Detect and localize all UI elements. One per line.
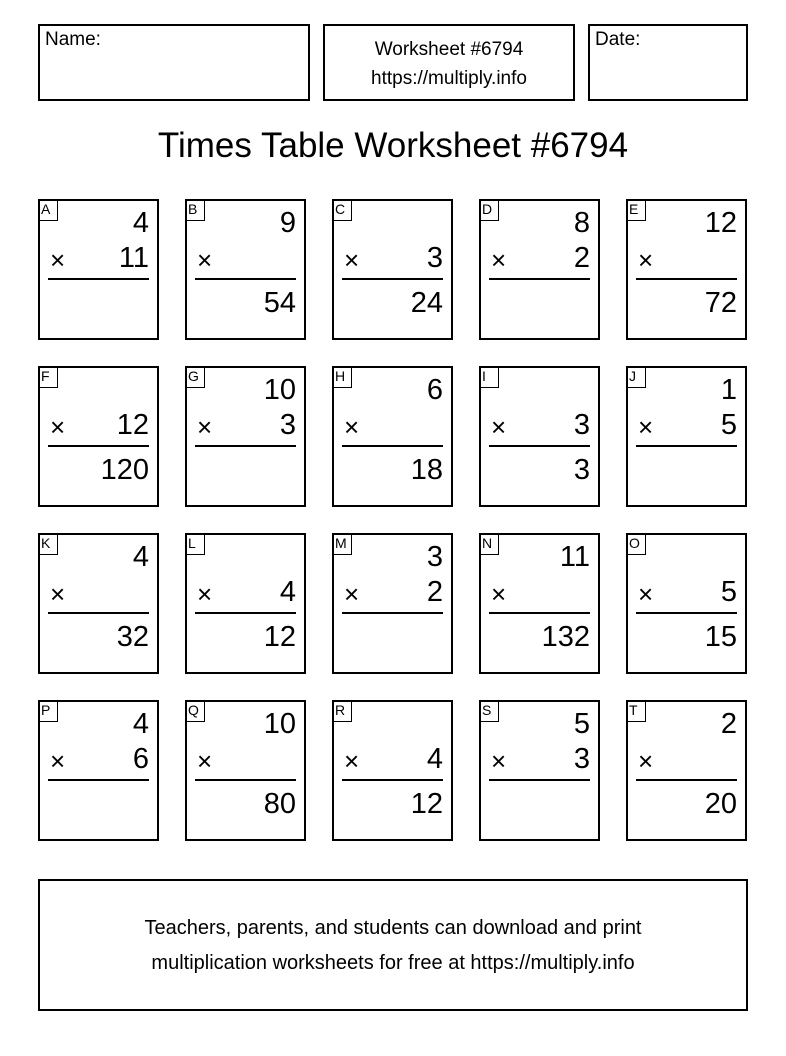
problem-box[interactable]	[38, 533, 159, 674]
problem-answer: 132	[541, 621, 590, 653]
problem-answer-line	[195, 612, 296, 614]
problem-answer-line	[489, 612, 590, 614]
problem-letter: L	[185, 533, 205, 555]
problem-box[interactable]	[479, 700, 600, 841]
problem-bottom-number: 3	[279, 409, 296, 441]
page-title: Times Table Worksheet #6794	[157, 126, 629, 165]
date-label: Date:	[595, 29, 641, 50]
problem-letter: K	[38, 533, 58, 555]
problem-box[interactable]	[185, 199, 306, 340]
problem-top-number: 4	[132, 708, 149, 740]
problem-bottom-number: 4	[279, 576, 296, 608]
problem-bottom-number: 12	[116, 409, 149, 441]
multiply-sign: ×	[344, 245, 360, 275]
problem-answer: 72	[704, 287, 737, 319]
problem-answer-line	[636, 612, 737, 614]
problem-letter: S	[479, 700, 499, 722]
problem-top-number: 5	[573, 708, 590, 740]
problem-box[interactable]	[332, 533, 453, 674]
problem-box[interactable]	[626, 700, 747, 841]
worksheet-info-box	[323, 24, 575, 101]
problem-box[interactable]	[479, 366, 600, 507]
problem-letter: T	[626, 700, 646, 722]
multiply-sign: ×	[638, 412, 654, 442]
footer-line-1: Teachers, parents, and students can download and print	[144, 917, 642, 939]
name-field[interactable]	[38, 24, 310, 101]
problem-answer: 3	[573, 454, 590, 486]
problem-bottom-number: 3	[573, 409, 590, 441]
problem-letter: M	[332, 533, 352, 555]
problem-answer: 12	[263, 621, 296, 653]
problem-answer: 12	[410, 788, 443, 820]
problem-answer-line	[636, 445, 737, 447]
problem-box[interactable]	[479, 199, 600, 340]
problem-bottom-number: 5	[720, 576, 737, 608]
problem-box[interactable]	[332, 366, 453, 507]
problem-bottom-number: 3	[573, 743, 590, 775]
problem-letter: G	[185, 366, 205, 388]
problem-top-number: 2	[720, 708, 737, 740]
multiply-sign: ×	[638, 579, 654, 609]
date-field[interactable]	[588, 24, 748, 101]
problem-answer: 54	[263, 287, 296, 319]
multiply-sign: ×	[197, 746, 213, 776]
problem-letter: P	[38, 700, 58, 722]
name-label: Name:	[45, 29, 101, 50]
problem-box[interactable]	[332, 700, 453, 841]
multiply-sign: ×	[344, 746, 360, 776]
problem-box[interactable]	[626, 533, 747, 674]
problem-answer-line	[489, 278, 590, 280]
problem-box[interactable]	[185, 533, 306, 674]
problem-answer-line	[48, 278, 149, 280]
problem-answer: 15	[704, 621, 737, 653]
multiply-sign: ×	[50, 746, 66, 776]
multiply-sign: ×	[491, 412, 507, 442]
problem-bottom-number: 6	[132, 743, 149, 775]
problem-box[interactable]	[479, 533, 600, 674]
problem-top-number: 10	[263, 374, 296, 406]
problem-bottom-number: 2	[426, 576, 443, 608]
problem-top-number: 12	[704, 207, 737, 239]
problem-box[interactable]	[38, 366, 159, 507]
problem-answer: 80	[263, 788, 296, 820]
multiply-sign: ×	[638, 746, 654, 776]
problem-answer: 32	[116, 621, 149, 653]
problem-bottom-number: 2	[573, 242, 590, 274]
problem-answer-line	[195, 779, 296, 781]
problem-letter: J	[626, 366, 646, 388]
multiply-sign: ×	[50, 245, 66, 275]
multiply-sign: ×	[344, 412, 360, 442]
worksheet-number: Worksheet #6794	[374, 39, 524, 60]
multiply-sign: ×	[638, 245, 654, 275]
problem-top-number: 3	[426, 541, 443, 573]
problem-answer: 120	[100, 454, 149, 486]
problem-answer-line	[48, 779, 149, 781]
problem-answer-line	[636, 278, 737, 280]
problem-answer-line	[195, 445, 296, 447]
multiply-sign: ×	[491, 746, 507, 776]
multiply-sign: ×	[197, 245, 213, 275]
problem-box[interactable]	[185, 700, 306, 841]
worksheet-url: https://multiply.info	[371, 68, 527, 89]
problem-letter: E	[626, 199, 646, 221]
problem-answer: 18	[410, 454, 443, 486]
problem-answer-line	[195, 278, 296, 280]
problem-letter: N	[479, 533, 499, 555]
problem-answer-line	[489, 779, 590, 781]
problem-letter: R	[332, 700, 352, 722]
problem-box[interactable]	[38, 700, 159, 841]
problem-letter: I	[479, 366, 499, 388]
problem-letter: A	[38, 199, 58, 221]
problem-answer: 20	[704, 788, 737, 820]
problem-answer-line	[489, 445, 590, 447]
multiply-sign: ×	[197, 579, 213, 609]
problem-bottom-number: 5	[720, 409, 737, 441]
problem-bottom-number: 11	[118, 242, 149, 274]
problem-bottom-number: 4	[426, 743, 443, 775]
problem-bottom-number: 3	[426, 242, 443, 274]
problem-top-number: 8	[573, 207, 590, 239]
multiply-sign: ×	[50, 579, 66, 609]
problem-answer-line	[48, 445, 149, 447]
problem-letter: O	[626, 533, 646, 555]
problem-letter: D	[479, 199, 499, 221]
multiply-sign: ×	[344, 579, 360, 609]
problem-letter: F	[38, 366, 58, 388]
problem-box[interactable]	[332, 199, 453, 340]
problem-box[interactable]	[185, 366, 306, 507]
problem-box[interactable]	[626, 199, 747, 340]
problem-answer-line	[342, 278, 443, 280]
multiply-sign: ×	[491, 245, 507, 275]
problem-answer-line	[636, 779, 737, 781]
problem-top-number: 4	[132, 207, 149, 239]
problem-top-number: 1	[720, 374, 737, 406]
problem-box[interactable]	[38, 199, 159, 340]
footer-line-2: multiplication worksheets for free at https://multiply.info	[151, 952, 635, 974]
multiply-sign: ×	[50, 412, 66, 442]
problem-top-number: 10	[263, 708, 296, 740]
problem-top-number: 9	[279, 207, 296, 239]
problem-answer-line	[342, 445, 443, 447]
problem-letter: C	[332, 199, 352, 221]
problem-answer-line	[48, 612, 149, 614]
problem-answer-line	[342, 779, 443, 781]
problem-box[interactable]	[626, 366, 747, 507]
footer-note	[38, 879, 748, 1011]
problem-top-number: 11	[559, 541, 590, 573]
problem-letter: Q	[185, 700, 205, 722]
problem-letter: B	[185, 199, 205, 221]
problem-letter: H	[332, 366, 352, 388]
problem-top-number: 6	[426, 374, 443, 406]
problem-top-number: 4	[132, 541, 149, 573]
problem-answer-line	[342, 612, 443, 614]
multiply-sign: ×	[491, 579, 507, 609]
multiply-sign: ×	[197, 412, 213, 442]
problem-answer: 24	[410, 287, 443, 319]
